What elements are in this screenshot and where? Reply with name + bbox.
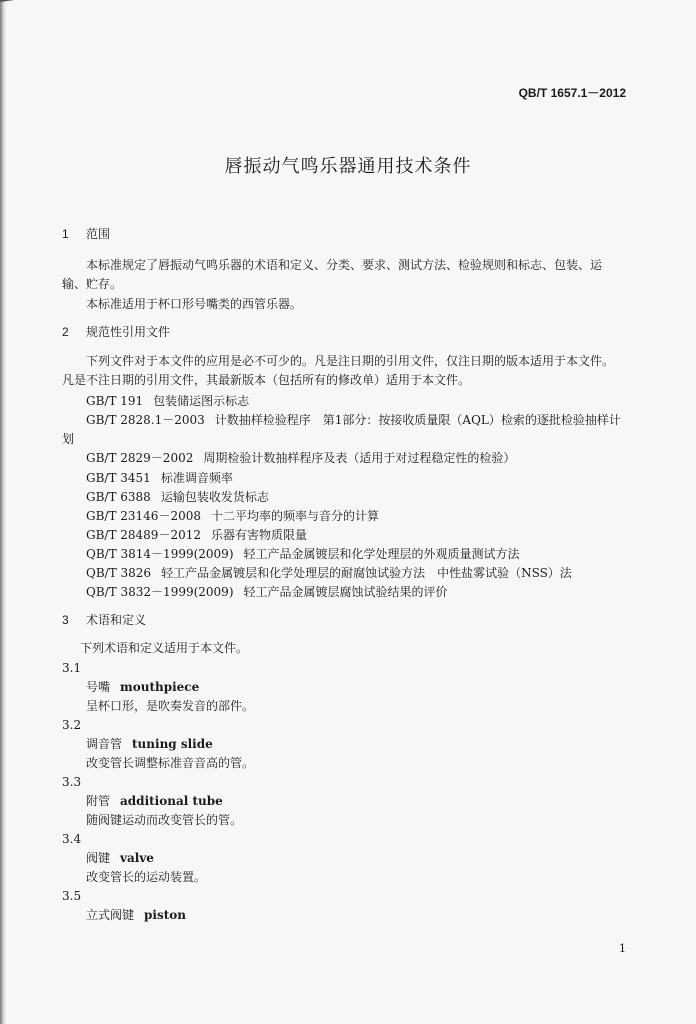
- term-number: 3.5: [62, 889, 82, 903]
- section-title: 规范性引用文件: [86, 325, 171, 339]
- paragraph-line: 凡是不注日期的引用文件，其最新版本（包括所有的修改单）适用于本文件。: [62, 373, 471, 387]
- reference-item: QB/T 3832－1999(2009) 轻工产品金属镀层腐蚀试验结果的评价: [86, 585, 448, 599]
- reference-item: QB/T 3814－1999(2009) 轻工产品金属镀层和化学处理层的外观质量测试方法: [86, 547, 520, 561]
- paragraph-line: 本标准规定了唇振动气鸣乐器的术语和定义、分类、要求、测试方法、检验规则和标志、包装、运: [86, 258, 603, 272]
- section-title: 范围: [86, 227, 111, 241]
- paragraph-line: 本标准适用于杯口形号嘴类的西管乐器。: [86, 297, 303, 311]
- term-number: 3.2: [62, 718, 82, 732]
- section-number: 3: [62, 613, 69, 627]
- term-definition: 改变管长的运动装置。: [86, 870, 207, 884]
- reference-item: GB/T 2829－2002 周期检验计数抽样程序及表（适用于对过程稳定性的检验）: [86, 451, 516, 465]
- term-heading: 阀键 valve: [86, 851, 154, 865]
- term-heading: 调音管 tuning slide: [86, 737, 213, 751]
- page-number: 1: [619, 942, 626, 955]
- reference-item: GB/T 191 包装储运图示标志: [86, 394, 250, 408]
- section-number: 1: [62, 227, 69, 241]
- document-code: QB/T 1657.1－2012: [518, 86, 626, 100]
- paragraph-line: 下列文件对于本文件的应用是必不可少的。凡是注日期的引用文件，仅注日期的版本适用于本文件。: [86, 354, 615, 368]
- reference-item: GB/T 28489－2012 乐器有害物质限量: [86, 528, 307, 542]
- term-definition: 随阀键运动而改变管长的管。: [86, 813, 243, 827]
- reference-item-wrap: 划: [62, 432, 75, 446]
- reference-item: QB/T 3826 轻工产品金属镀层和化学处理层的耐腐蚀试验方法 中性盐雾试验（NSS）法: [86, 566, 572, 580]
- term-number: 3.4: [62, 832, 82, 846]
- term-number: 3.3: [62, 775, 82, 789]
- document-title: 唇振动气鸣乐器通用技术条件: [224, 156, 472, 176]
- section-3-heading: [62, 612, 146, 628]
- term-heading: 号嘴 mouthpiece: [86, 680, 200, 694]
- term-number: 3.1: [62, 661, 82, 675]
- reference-item: GB/T 3451 标准调音频率: [86, 471, 233, 485]
- section-1-heading: [62, 226, 110, 242]
- reference-item: GB/T 2828.1－2003 计数抽样检验程序 第1部分：按接收质量限（AQL）检索的逐批检验抽样计: [86, 413, 621, 427]
- paragraph-line: 输、贮存。: [62, 277, 123, 291]
- reference-item: GB/T 23146－2008 十二平均率的频率与音分的计算: [86, 509, 379, 523]
- section-title: 术语和定义: [86, 613, 147, 627]
- term-definition: 呈杯口形，是吹奏发音的部件。: [86, 699, 255, 713]
- section-2-heading: [62, 324, 170, 340]
- reference-item: GB/T 6388 运输包装收发货标志: [86, 490, 269, 504]
- term-heading: 立式阀键 piston: [86, 908, 186, 922]
- term-heading: 附管 additional tube: [86, 794, 223, 808]
- scan-corner-mark: [0, 0, 31, 10]
- section-number: 2: [62, 325, 69, 339]
- term-definition: 改变管长调整标准音音高的管。: [86, 756, 255, 770]
- paragraph-line: 下列术语和定义适用于本文件。: [80, 641, 249, 655]
